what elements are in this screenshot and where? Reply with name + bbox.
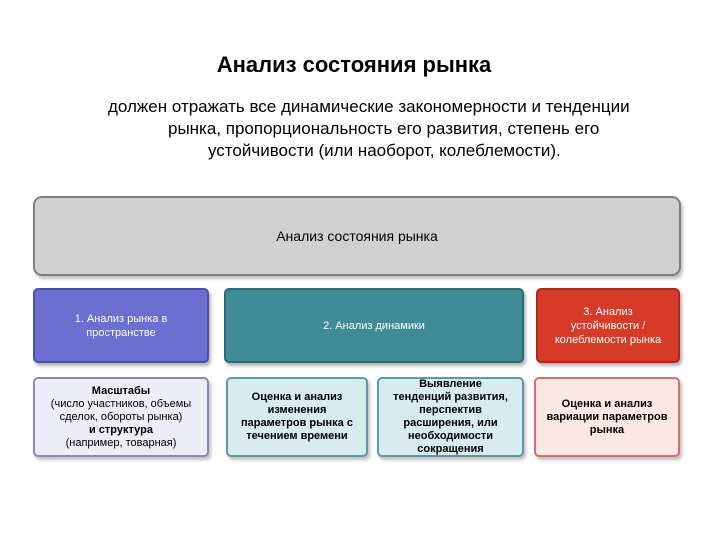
item-line: изменения bbox=[267, 404, 327, 416]
item-line: необходимости bbox=[407, 430, 493, 442]
branch-2-header bbox=[224, 288, 524, 363]
item-line: Оценка и анализ bbox=[251, 391, 343, 403]
item-line: тенденций развития, bbox=[393, 391, 508, 403]
branch-1-header bbox=[33, 288, 209, 363]
branch-3-header-line: колеблемости рынка bbox=[554, 333, 662, 346]
item-line: Выявление bbox=[419, 378, 482, 390]
item-line: вариации параметров bbox=[546, 410, 668, 423]
item-line: течением времени bbox=[246, 430, 348, 442]
branch-2-header-line: 2. Анализ динамики bbox=[323, 319, 425, 332]
page-title bbox=[0, 52, 720, 78]
item-line: рынка bbox=[589, 423, 625, 436]
item-line: (число участников, объемы bbox=[50, 397, 192, 410]
item-line: расширения, или bbox=[403, 417, 498, 429]
root-label: Анализ состояния рынка bbox=[276, 228, 438, 244]
subtitle-line-3: устойчивости (или наоборот, колеблемости). bbox=[208, 141, 561, 160]
branch-2-item-2 bbox=[377, 377, 524, 457]
branch-1-item-1 bbox=[33, 377, 209, 457]
root-box bbox=[33, 196, 681, 276]
item-line: сокращения bbox=[417, 443, 484, 455]
item-line: перспектив bbox=[419, 404, 482, 416]
branch-1-header-line: пространстве bbox=[86, 326, 156, 339]
item-line: и структура bbox=[88, 423, 153, 436]
branch-3-item-1 bbox=[534, 377, 680, 457]
branch-3-header-line: 3. Анализ bbox=[583, 305, 633, 318]
subtitle-line-1: должен отражать все динамические закономерности и тенденции bbox=[108, 97, 630, 116]
item-line: Оценка и анализ bbox=[561, 397, 653, 410]
subtitle-line-2: рынка, пропорциональность его развития, степень его bbox=[168, 119, 600, 138]
branch-1-header-line: 1. Анализ рынка в bbox=[74, 312, 168, 325]
branch-2-item-1 bbox=[226, 377, 368, 457]
subtitle bbox=[108, 96, 688, 162]
item-line: Масштабы bbox=[91, 384, 151, 397]
item-line: параметров рынка с bbox=[241, 417, 353, 429]
item-line: сделок, обороты рынка) bbox=[59, 410, 183, 423]
branch-3-header bbox=[536, 288, 680, 363]
page-title-text: Анализ состояния рынка bbox=[216, 52, 492, 77]
branch-3-header-line: устойчивости / bbox=[570, 319, 646, 332]
item-line: (например, товарная) bbox=[65, 436, 177, 449]
